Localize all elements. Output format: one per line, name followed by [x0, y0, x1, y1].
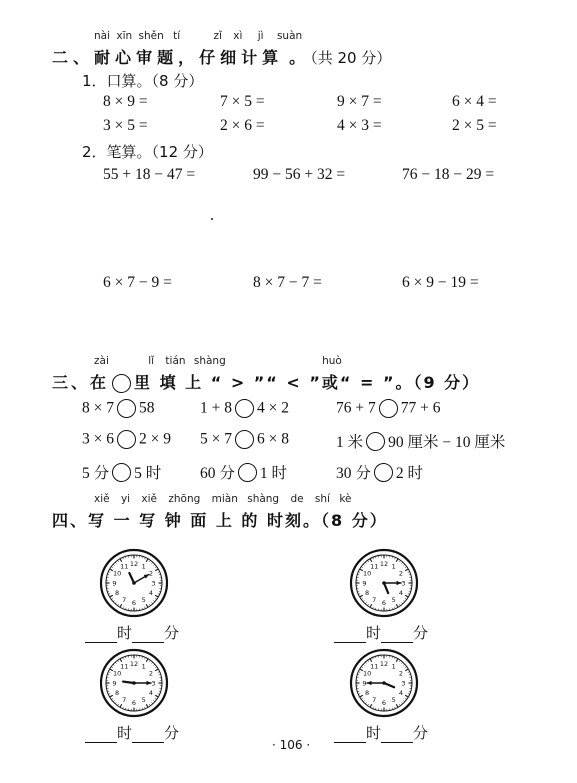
clock-tick [368, 661, 369, 662]
minute-blank[interactable] [132, 728, 164, 743]
clock-tick [364, 700, 365, 701]
clock-tick [366, 663, 367, 664]
minute-hand-tip [147, 681, 152, 685]
hour-blank[interactable] [334, 628, 366, 643]
clock-numeral: 1 [391, 662, 396, 671]
clock-tick [405, 667, 406, 668]
clock-tick [155, 569, 158, 571]
pinyin: xīn [116, 30, 133, 42]
clock-tick [362, 598, 363, 599]
clock-tick [114, 565, 115, 566]
clock-tick [116, 563, 117, 564]
clock-tick [359, 672, 360, 673]
clock-tick [146, 559, 148, 562]
pinyin: xì [233, 30, 243, 42]
clock-face [349, 648, 419, 718]
clock-tick [362, 698, 363, 699]
stray-dot [211, 218, 213, 220]
clock-tick [368, 704, 369, 705]
clock-tick [405, 567, 406, 568]
clock-numeral: 5 [141, 596, 146, 605]
clock-tick [405, 569, 408, 571]
clock-tick [396, 659, 398, 662]
pinyin: zǐ [213, 30, 222, 42]
clock-tick [145, 607, 146, 608]
clock-numeral: 4 [398, 689, 403, 698]
clock-numeral: 6 [381, 698, 387, 707]
clock-tick [112, 567, 113, 568]
clock-numeral: 11 [370, 562, 379, 571]
blank-circle-icon[interactable] [235, 399, 254, 418]
oral-item: 6 × 4 = [452, 93, 497, 110]
clock-numeral: 3 [151, 579, 156, 588]
oral-item: 9 × 7 = [337, 93, 382, 110]
clock-numeral: 9 [362, 579, 367, 588]
clock-tick [123, 658, 124, 659]
clock-tick [359, 594, 360, 595]
clock-tick [110, 695, 113, 697]
clock-numeral: 3 [401, 579, 406, 588]
compare-item: 60 分 1 时 [200, 461, 287, 483]
compare-item: 30 分 2 时 [336, 461, 423, 483]
clock-numeral: 12 [379, 659, 389, 668]
clock-tick [116, 702, 117, 703]
clock-tick [158, 672, 159, 673]
section2-pinyin [94, 30, 302, 42]
clock-tick [155, 667, 156, 668]
clock-tick [408, 594, 409, 595]
oral-item: 2 × 6 = [220, 117, 265, 134]
clock-tick [401, 602, 402, 603]
clock-numeral: 9 [362, 679, 367, 688]
clock-numeral: 6 [131, 698, 137, 707]
clock-tick [155, 595, 158, 597]
clock-tick [155, 598, 156, 599]
clock-numeral: 2 [398, 669, 403, 678]
clock-numeral: 1 [141, 662, 146, 671]
clock-tick [368, 561, 369, 562]
clock-tick [364, 665, 365, 666]
clock-numeral: 10 [362, 669, 372, 678]
clock-tick [118, 604, 119, 605]
clock-numeral: 2 [148, 669, 153, 678]
clock-tick [364, 600, 365, 601]
clock-face [99, 548, 169, 618]
clock-numeral: 8 [115, 689, 120, 698]
oral-calc-heading: 1．口算。（8 分） [82, 72, 204, 90]
clock-tick [399, 561, 400, 562]
clock-tick [149, 661, 150, 662]
pinyin: jì [257, 30, 264, 42]
clock-tick [153, 565, 154, 566]
clock-tick [123, 707, 124, 708]
time-answer: 时 分 [334, 722, 428, 743]
clock-numeral: 7 [122, 696, 127, 705]
clock-tick [370, 659, 372, 662]
clock-numeral: 3 [401, 679, 406, 688]
clock-numeral: 10 [112, 669, 122, 678]
clock-center [132, 681, 136, 685]
time-answer: 时 分 [85, 722, 179, 743]
minute-blank[interactable] [132, 628, 164, 643]
clock-tick [399, 704, 400, 705]
clock-tick [395, 658, 396, 659]
clock-numeral: 6 [131, 598, 137, 607]
clock-numeral: 8 [365, 589, 370, 598]
minute-blank[interactable] [381, 728, 413, 743]
oral-item: 7 × 5 = [220, 93, 265, 110]
compare-item: 5 分 5 时 [82, 461, 161, 483]
clock-tick [112, 698, 113, 699]
clock-tick [123, 558, 124, 559]
blank-circle-icon[interactable] [112, 463, 131, 482]
clock-tick [403, 565, 404, 566]
clock-tick [120, 659, 122, 662]
oral-item: 2 × 5 = [452, 117, 497, 134]
clock-numeral: 4 [398, 589, 403, 598]
clock-numeral: 1 [141, 562, 146, 571]
clock-tick [109, 572, 110, 573]
clock-tick [405, 598, 406, 599]
clock-numeral: 7 [372, 696, 377, 705]
time-answer: 时 分 [334, 622, 428, 643]
clock-tick [364, 565, 365, 566]
clock-center [382, 681, 386, 685]
clock-tick [396, 604, 398, 607]
written-item: 6 × 7 − 9 = [103, 274, 172, 291]
clock-numeral: 11 [120, 562, 129, 571]
clock-tick [360, 595, 363, 597]
section2-title: 二、耐心审题，仔细计算 。（共 20 分） [52, 48, 392, 67]
clock-tick [395, 558, 396, 559]
clock-tick [405, 695, 408, 697]
clock-tick [395, 607, 396, 608]
clock-tick [373, 658, 374, 659]
clock-tick [359, 694, 360, 695]
time-answer: 时 分 [85, 622, 179, 643]
pinyin: tí [173, 30, 181, 42]
minute-blank[interactable] [381, 628, 413, 643]
clock-tick [158, 694, 159, 695]
clock-numeral: 9 [112, 679, 117, 688]
compare-item: 5 × 7 6 × 8 [200, 430, 289, 448]
section3-title: 三、在 里 填 上 “ > ”“ < ”或“ = ”。（9 分） [52, 373, 481, 392]
clock-tick [360, 695, 363, 697]
oral-item: 3 × 5 = [103, 117, 148, 134]
clock-tick [403, 700, 404, 701]
clock-numeral: 6 [381, 598, 387, 607]
clock-tick [366, 702, 367, 703]
clock-face [349, 548, 419, 618]
clock-numeral: 2 [398, 569, 403, 578]
pinyin: shěn [138, 30, 164, 42]
clock-center [382, 581, 386, 585]
blank-circle-icon[interactable] [366, 432, 385, 451]
clock-tick [155, 695, 158, 697]
clock-numeral: 4 [148, 689, 153, 698]
clock-tick [155, 669, 158, 671]
clock-tick [118, 561, 119, 562]
clock-tick [109, 694, 110, 695]
oral-item: 8 × 9 = [103, 93, 148, 110]
clock-tick [401, 663, 402, 664]
clock-tick [114, 600, 115, 601]
hour-blank[interactable] [334, 728, 366, 743]
minute-hand-tip [397, 581, 402, 585]
clock-tick [146, 704, 148, 707]
clock-numeral: 5 [391, 596, 396, 605]
clock-tick [145, 707, 146, 708]
blank-circle-icon[interactable] [379, 399, 398, 418]
clock-center [132, 581, 136, 585]
written-calc-heading: 2．笔算。（12 分） [82, 143, 213, 161]
section3-pinyin: zài lǐ tián shàng huò [94, 355, 342, 367]
section4-pinyin: xiě yi xiě zhōng miàn shàng de shí kè [94, 493, 352, 505]
clock-tick [155, 567, 156, 568]
clock-tick [149, 704, 150, 705]
clock-numeral: 1 [391, 562, 396, 571]
clock-tick [118, 661, 119, 662]
clock-tick [370, 604, 372, 607]
hour-blank[interactable] [85, 628, 117, 643]
clock-tick [362, 667, 363, 668]
clock-tick [408, 572, 409, 573]
clock-tick [114, 700, 115, 701]
blank-circle-icon[interactable] [117, 430, 136, 449]
clock-tick [403, 600, 404, 601]
clock-tick [403, 665, 404, 666]
written-item: 99 − 56 + 32 = [253, 166, 346, 183]
clock-numeral: 11 [120, 662, 129, 671]
clock-tick [158, 572, 159, 573]
clock-numeral: 2 [148, 569, 153, 578]
clock-tick [153, 600, 154, 601]
section4-title: 四、写 一 写 钟 面 上 的 时刻。（8 分） [52, 511, 388, 530]
clock-tick [362, 567, 363, 568]
clock-tick [153, 700, 154, 701]
clock-tick [155, 698, 156, 699]
clock-tick [151, 702, 152, 703]
clock-tick [396, 704, 398, 707]
written-item: 76 − 18 − 29 = [402, 166, 495, 183]
clock-tick [149, 604, 150, 605]
compare-item: 3 × 6 2 × 9 [82, 430, 171, 448]
clock-tick [120, 604, 122, 607]
clock-numeral: 4 [148, 589, 153, 598]
clock-tick [373, 707, 374, 708]
clock-numeral: 8 [365, 689, 370, 698]
clock-tick [112, 598, 113, 599]
clock-tick [366, 563, 367, 564]
clock-tick [395, 707, 396, 708]
clock-tick [401, 563, 402, 564]
clock-tick [405, 698, 406, 699]
clock-tick [408, 694, 409, 695]
clock-numeral: 12 [129, 559, 139, 568]
clock-tick [112, 667, 113, 668]
clock-tick [366, 602, 367, 603]
clock-numeral: 12 [379, 559, 389, 568]
pinyin: suàn [276, 30, 303, 42]
clock-tick [405, 669, 408, 671]
oral-item: 4 × 3 = [337, 117, 382, 134]
clock-tick [151, 563, 152, 564]
blank-circle-icon[interactable] [235, 430, 254, 449]
clock-tick [120, 704, 122, 707]
clock-numeral: 10 [362, 569, 372, 578]
clock-tick [145, 558, 146, 559]
clock-tick [151, 602, 152, 603]
clock-tick [359, 572, 360, 573]
clock-numeral: 11 [370, 662, 379, 671]
clock-tick [149, 561, 150, 562]
clock-tick [116, 663, 117, 664]
clock-tick [158, 594, 159, 595]
clock-tick [373, 607, 374, 608]
clock-tick [370, 704, 372, 707]
page-number: · 106 · [272, 738, 311, 752]
clock-face [99, 648, 169, 718]
clock-tick [373, 558, 374, 559]
clock-numeral: 10 [112, 569, 122, 578]
clock-tick [110, 595, 113, 597]
hour-blank[interactable] [85, 728, 117, 743]
blank-circle-icon[interactable] [374, 463, 393, 482]
clock-numeral: 5 [391, 696, 396, 705]
blank-circle-icon[interactable] [117, 399, 136, 418]
clock-tick [368, 604, 369, 605]
written-item: 55 + 18 − 47 = [103, 166, 196, 183]
compare-item: 8 × 7 58 [82, 399, 155, 417]
clock-numeral: 7 [372, 596, 377, 605]
blank-circle-icon [112, 374, 131, 393]
written-item: 8 × 7 − 7 = [253, 274, 322, 291]
compare-item: 1 + 8 4 × 2 [200, 399, 289, 417]
minute-hand-tip [367, 681, 372, 685]
clock-numeral: 8 [115, 589, 120, 598]
clock-tick [370, 559, 372, 562]
clock-tick [123, 607, 124, 608]
clock-tick [408, 672, 409, 673]
clock-tick [109, 594, 110, 595]
clock-tick [396, 559, 398, 562]
clock-tick [399, 604, 400, 605]
pinyin: nài [94, 30, 111, 42]
blank-circle-icon[interactable] [238, 463, 257, 482]
clock-tick [114, 665, 115, 666]
clock-tick [153, 665, 154, 666]
clock-numeral: 9 [112, 579, 117, 588]
clock-tick [118, 704, 119, 705]
clock-numeral: 3 [151, 679, 156, 688]
clock-numeral: 7 [122, 596, 127, 605]
clock-tick [145, 658, 146, 659]
clock-numeral: 5 [141, 696, 146, 705]
clock-tick [109, 672, 110, 673]
compare-item: 1 米 90 厘米 − 10 厘米 [336, 430, 505, 452]
clock-tick [405, 595, 408, 597]
compare-item: 76 + 7 77 + 6 [336, 399, 441, 417]
clock-numeral: 12 [129, 659, 139, 668]
clock-tick [151, 663, 152, 664]
clock-tick [146, 659, 148, 662]
clock-tick [120, 559, 122, 562]
clock-tick [399, 661, 400, 662]
written-item: 6 × 9 − 19 = [402, 274, 479, 291]
clock-tick [146, 604, 148, 607]
clock-tick [116, 602, 117, 603]
clock-tick [401, 702, 402, 703]
